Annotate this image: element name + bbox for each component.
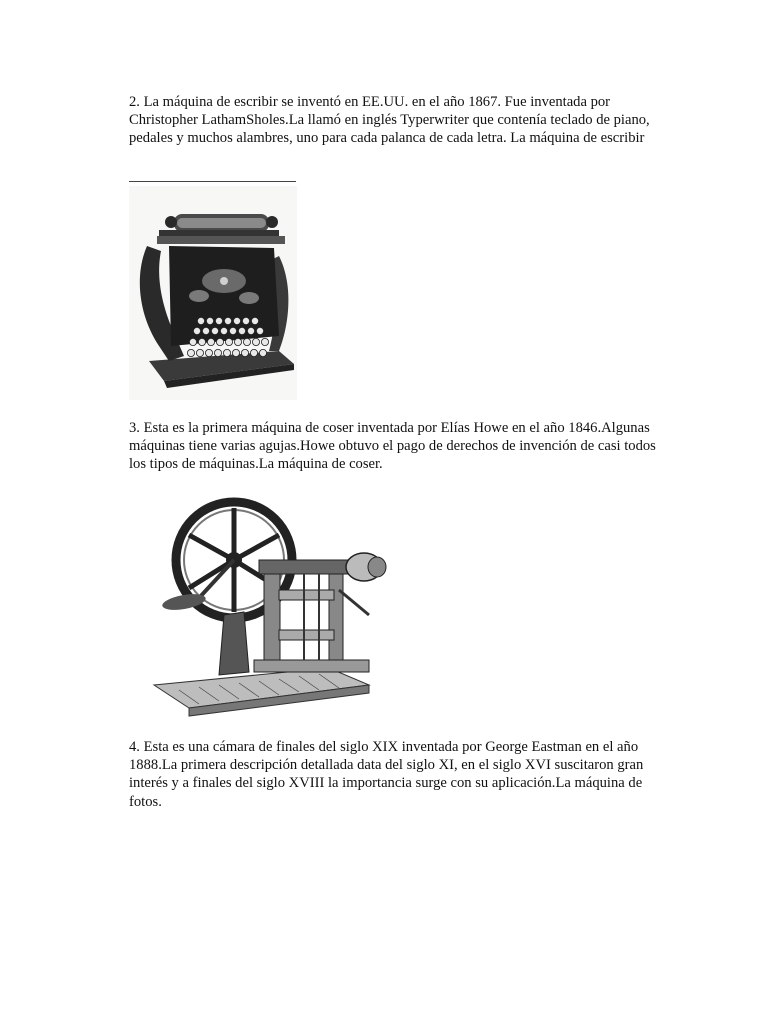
paragraph-typewriter: 2. La máquina de escribir se inventó en EE.UU. en el año 1867. Fue inventada por Christopher LathamSholes.La llamó en inglés Typerwriter que contenía teclado de piano, pedales y muchos alambres, uno para cada palanca de cada letra. La máquina de escribir [129, 94, 650, 147]
sewing-machine-image [129, 490, 391, 718]
typewriter-image [129, 186, 297, 400]
paragraph-camera: 4. Esta es una cámara de finales del siglo XIX inventada por George Eastman en el año 1888.La primera descripción detallada data del siglo XI, en el siglo XVI suscitaron gran interés y a finales del siglo XVIII la importancia surge con su aplicación.La máquina de fotos. [129, 739, 644, 810]
paragraph-sewing-machine: 3. Esta es la primera máquina de coser inventada por Elías Howe en el año 1846.Algunas máquinas tiene varias agujas.Howe obtuvo el pago de derechos de invención de casi todos los tipos de máquinas.La máquina de coser. [129, 420, 656, 473]
horizontal-rule [129, 181, 296, 182]
